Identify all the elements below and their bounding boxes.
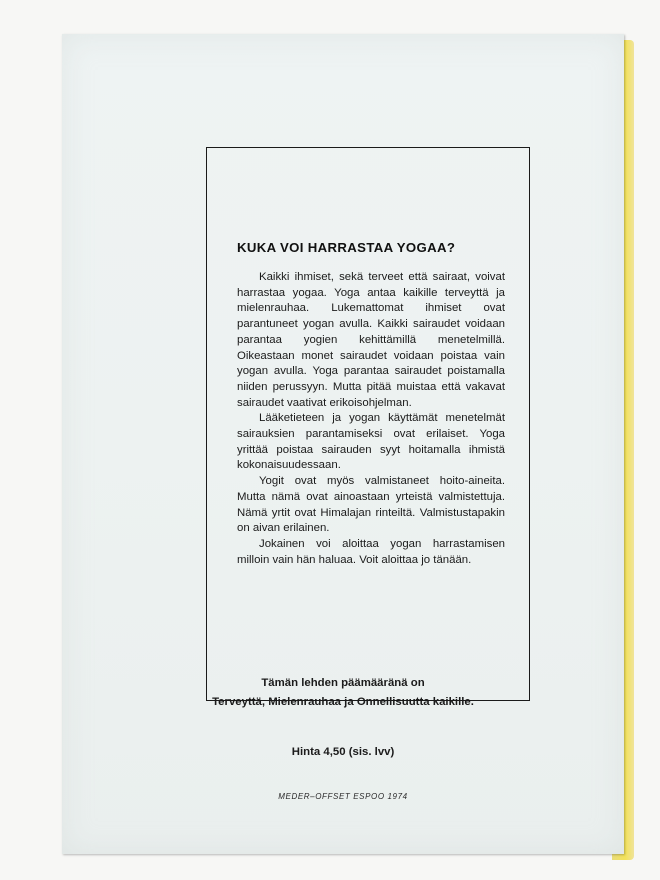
article-frame (206, 147, 530, 701)
mission-statement (62, 674, 624, 712)
article-paragraph: Yogit ovat myös valmistaneet hoito-aineita. Mutta nämä ovat ainoastaan yrteistä valmistettuja. Nämä yrtit ovat Himalajan rinteiltä. Valmistustapakin on aivan erilainen. (237, 475, 505, 535)
printer-credit: MEDER–OFFSET ESPOO 1974 (278, 792, 408, 801)
price-label: Hinta 4,50 (sis. lvv) (291, 746, 395, 758)
article-title: KUKA VOI HARRASTAA YOGAA? (237, 240, 456, 255)
article-paragraph: Jokainen voi aloittaa yogan harrastamisen milloin vain hän haluaa. Voit aloittaa jo tänään. (237, 537, 505, 566)
mission-line: Terveyttä, Mielenrauhaa ja Onnellisuutta kaikille. (212, 696, 474, 708)
article-body (237, 270, 505, 568)
article-paragraph: Kaikki ihmiset, sekä terveet että sairaat, voivat harrastaa yogaa. Yoga antaa kaikille terveyttä ja mielenrauhaa. Lukemattomat ihmiset ovat parantuneet yogan avulla. Kaikki sairaudet voidaan parantaa yogien kehittämillä menetelmillä. Oikeastaan monet sairaudet voidaan poistaa vain yogan avulla. Yoga parantaa sairaudet poistamalla niiden perussyyn. Mutta pitää muistaa että vakavat sairaudet vaativat erikoisohjelman. (237, 271, 505, 409)
article-paragraph: Lääketieteen ja yogan käyttämät menetelmät sairauksien parantamiseksi ovat erilaiset. Yoga yrittää poistaa sairauden syyt hoitamalla ihmistä kokonaisuudessaan. (237, 412, 505, 472)
mission-line: Tämän lehden päämääränä on (261, 677, 425, 689)
booklet-page (62, 34, 624, 854)
